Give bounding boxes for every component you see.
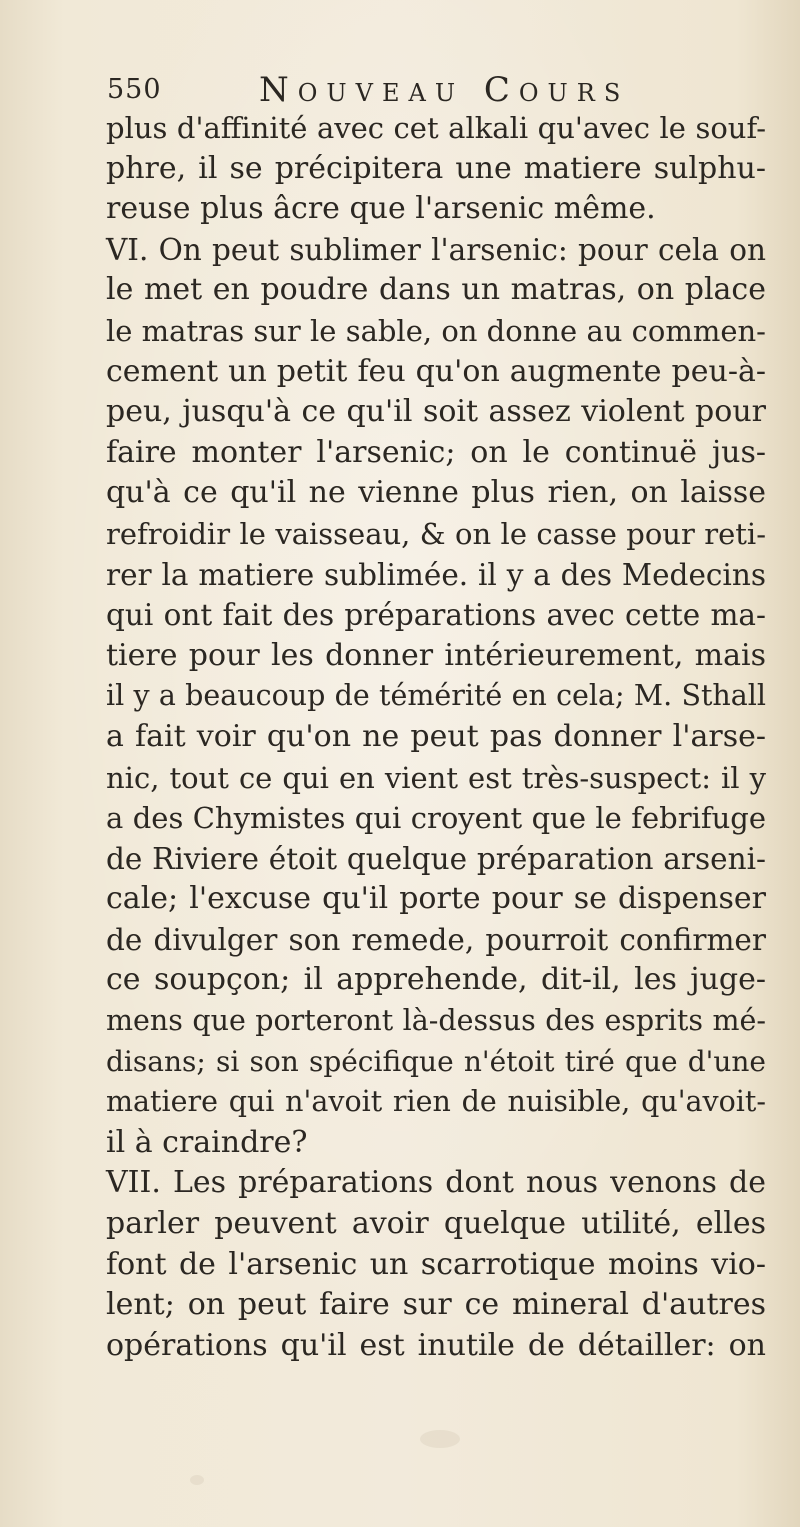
text-line: faire monter l'arsenic; on le continuë jus-	[106, 434, 766, 470]
text-line: il à craindre?	[106, 1124, 308, 1160]
text-line: a fait voir qu'on ne peut pas donner l'arse-	[106, 718, 766, 754]
body-text	[106, 108, 766, 1366]
paper-stain	[420, 1430, 460, 1448]
text-line: peu, jusqu'à ce qu'il soit assez violent pour	[106, 394, 766, 430]
text-line: plus d'affinité avec cet alkali qu'avec le souf-	[106, 111, 766, 145]
text-line: a des Chymistes qui croyent que le febrifuge	[106, 801, 766, 836]
text-line: rer la matiere sublimée. il y a des Medecins	[106, 557, 766, 592]
text-line: cement un petit feu qu'on augmente peu-à-	[106, 353, 766, 389]
text-line: le met en poudre dans un matras, on place	[106, 272, 766, 308]
text-line: VI. On peut sublimer l'arsenic: pour cela on	[106, 232, 766, 267]
text-line: ce soupçon; il apprehende, dit-il, les juge-	[106, 962, 766, 998]
text-line: tiere pour les donner intérieurement, mais	[106, 637, 766, 673]
page-number: 550	[107, 74, 162, 105]
text-line: qu'à ce qu'il ne vienne plus rien, on laisse	[106, 475, 766, 511]
text-line: opérations qu'il est inutile de détailler: on	[106, 1327, 766, 1363]
text-line: lent; on peut faire sur ce mineral d'autres	[106, 1287, 766, 1323]
text-line: il y a beaucoup de témérité en cela; M. Sthall	[106, 679, 766, 713]
text-line: parler peuvent avoir quelque utilité, elles	[106, 1206, 766, 1242]
running-head: Nouveau Cours	[259, 70, 630, 110]
text-line: phre, il se précipitera une matiere sulphu-	[106, 150, 766, 186]
text-line: de divulger son remede, pourroit confirmer	[106, 922, 766, 957]
text-line: matiere qui n'avoit rien de nuisible, qu'avoit-	[106, 1085, 766, 1119]
text-line: qui ont fait des préparations avec cette ma-	[106, 598, 766, 633]
text-line: VII. Les préparations dont nous venons de	[106, 1165, 766, 1201]
text-line: de Riviere étoit quelque préparation arseni-	[106, 841, 766, 876]
text-line: font de l'arsenic un scarrotique moins vio-	[106, 1246, 766, 1282]
text-line: reuse plus âcre que l'arsenic même.	[106, 191, 656, 227]
text-line: disans; si son spécifique n'étoit tiré que d'une	[106, 1044, 766, 1078]
paper-stain	[190, 1475, 204, 1485]
page-header	[107, 70, 707, 110]
text-line: cale; l'excuse qu'il porte pour se dispenser	[106, 881, 766, 917]
text-line: refroidir le vaisseau, & on le casse pour reti-	[106, 516, 766, 551]
text-line: mens que porteront là-dessus des esprits mé-	[106, 1004, 766, 1038]
text-line: nic, tout ce qui en vient est très-suspect: il y	[106, 760, 766, 795]
text-line: le matras sur le sable, on donne au commen-	[106, 313, 766, 348]
